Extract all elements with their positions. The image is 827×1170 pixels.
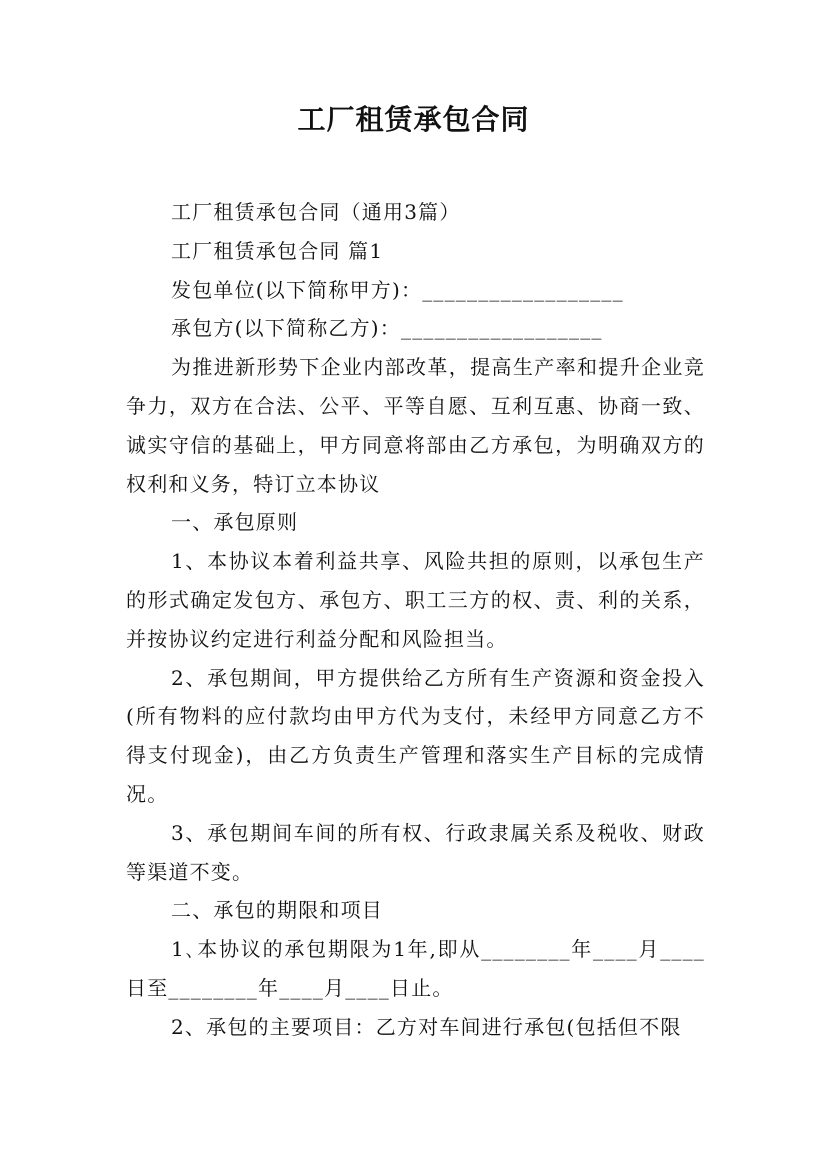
section-heading-principles: 一、承包原则 bbox=[171, 510, 299, 535]
section-heading-term-and-items: 二、承包的期限和项目 bbox=[171, 898, 383, 923]
party-a-line: 发包单位(以下简称甲方)：__________________ bbox=[171, 277, 624, 302]
clause-paragraph: 1、本协议本着利益共享、风险共担的原则，以承包生产的形式确定发包方、承包方、职工三方的权、责、利的关系，并按协议约定进行利益分配和风险担当。 bbox=[126, 549, 705, 651]
subtitle-paragraph: 工厂租赁承包合同（通用3篇） bbox=[171, 200, 461, 224]
party-b-line: 承包方(以下简称乙方)：__________________ bbox=[171, 316, 603, 341]
clause-paragraph: 1､本协议的承包期限为1年,即从________年____月____日至________年____月____日止。 bbox=[126, 937, 705, 1000]
preamble-paragraph: 为推进新形势下企业内部改革，提高生产率和提升企业竞争力，双方在合法、公平、平等自愿、互利互惠、协商一致、诚实守信的基础上，甲方同意将部由乙方承包，为明确双方的权利和义务，特订立本协议 bbox=[126, 355, 705, 496]
document-title: 工厂租赁承包合同 bbox=[297, 103, 530, 136]
document-body bbox=[126, 193, 705, 1047]
clause-paragraph: 3、承包期间车间的所有权、行政隶属关系及税收、财政等渠道不变。 bbox=[126, 820, 705, 884]
clause-paragraph: 2、承包的主要项目：乙方对车间进行承包(包括但不限 bbox=[171, 1014, 682, 1039]
section-heading-part-1: 工厂租赁承包合同 篇1 bbox=[171, 238, 384, 263]
clause-paragraph: 2、承包期间，甲方提供给乙方所有生产资源和资金投入(所有物料的应付款均由甲方代为支付，未经甲方同意乙方不得支付现金)，由乙方负责生产管理和落实生产目标的完成情况。 bbox=[126, 665, 705, 806]
